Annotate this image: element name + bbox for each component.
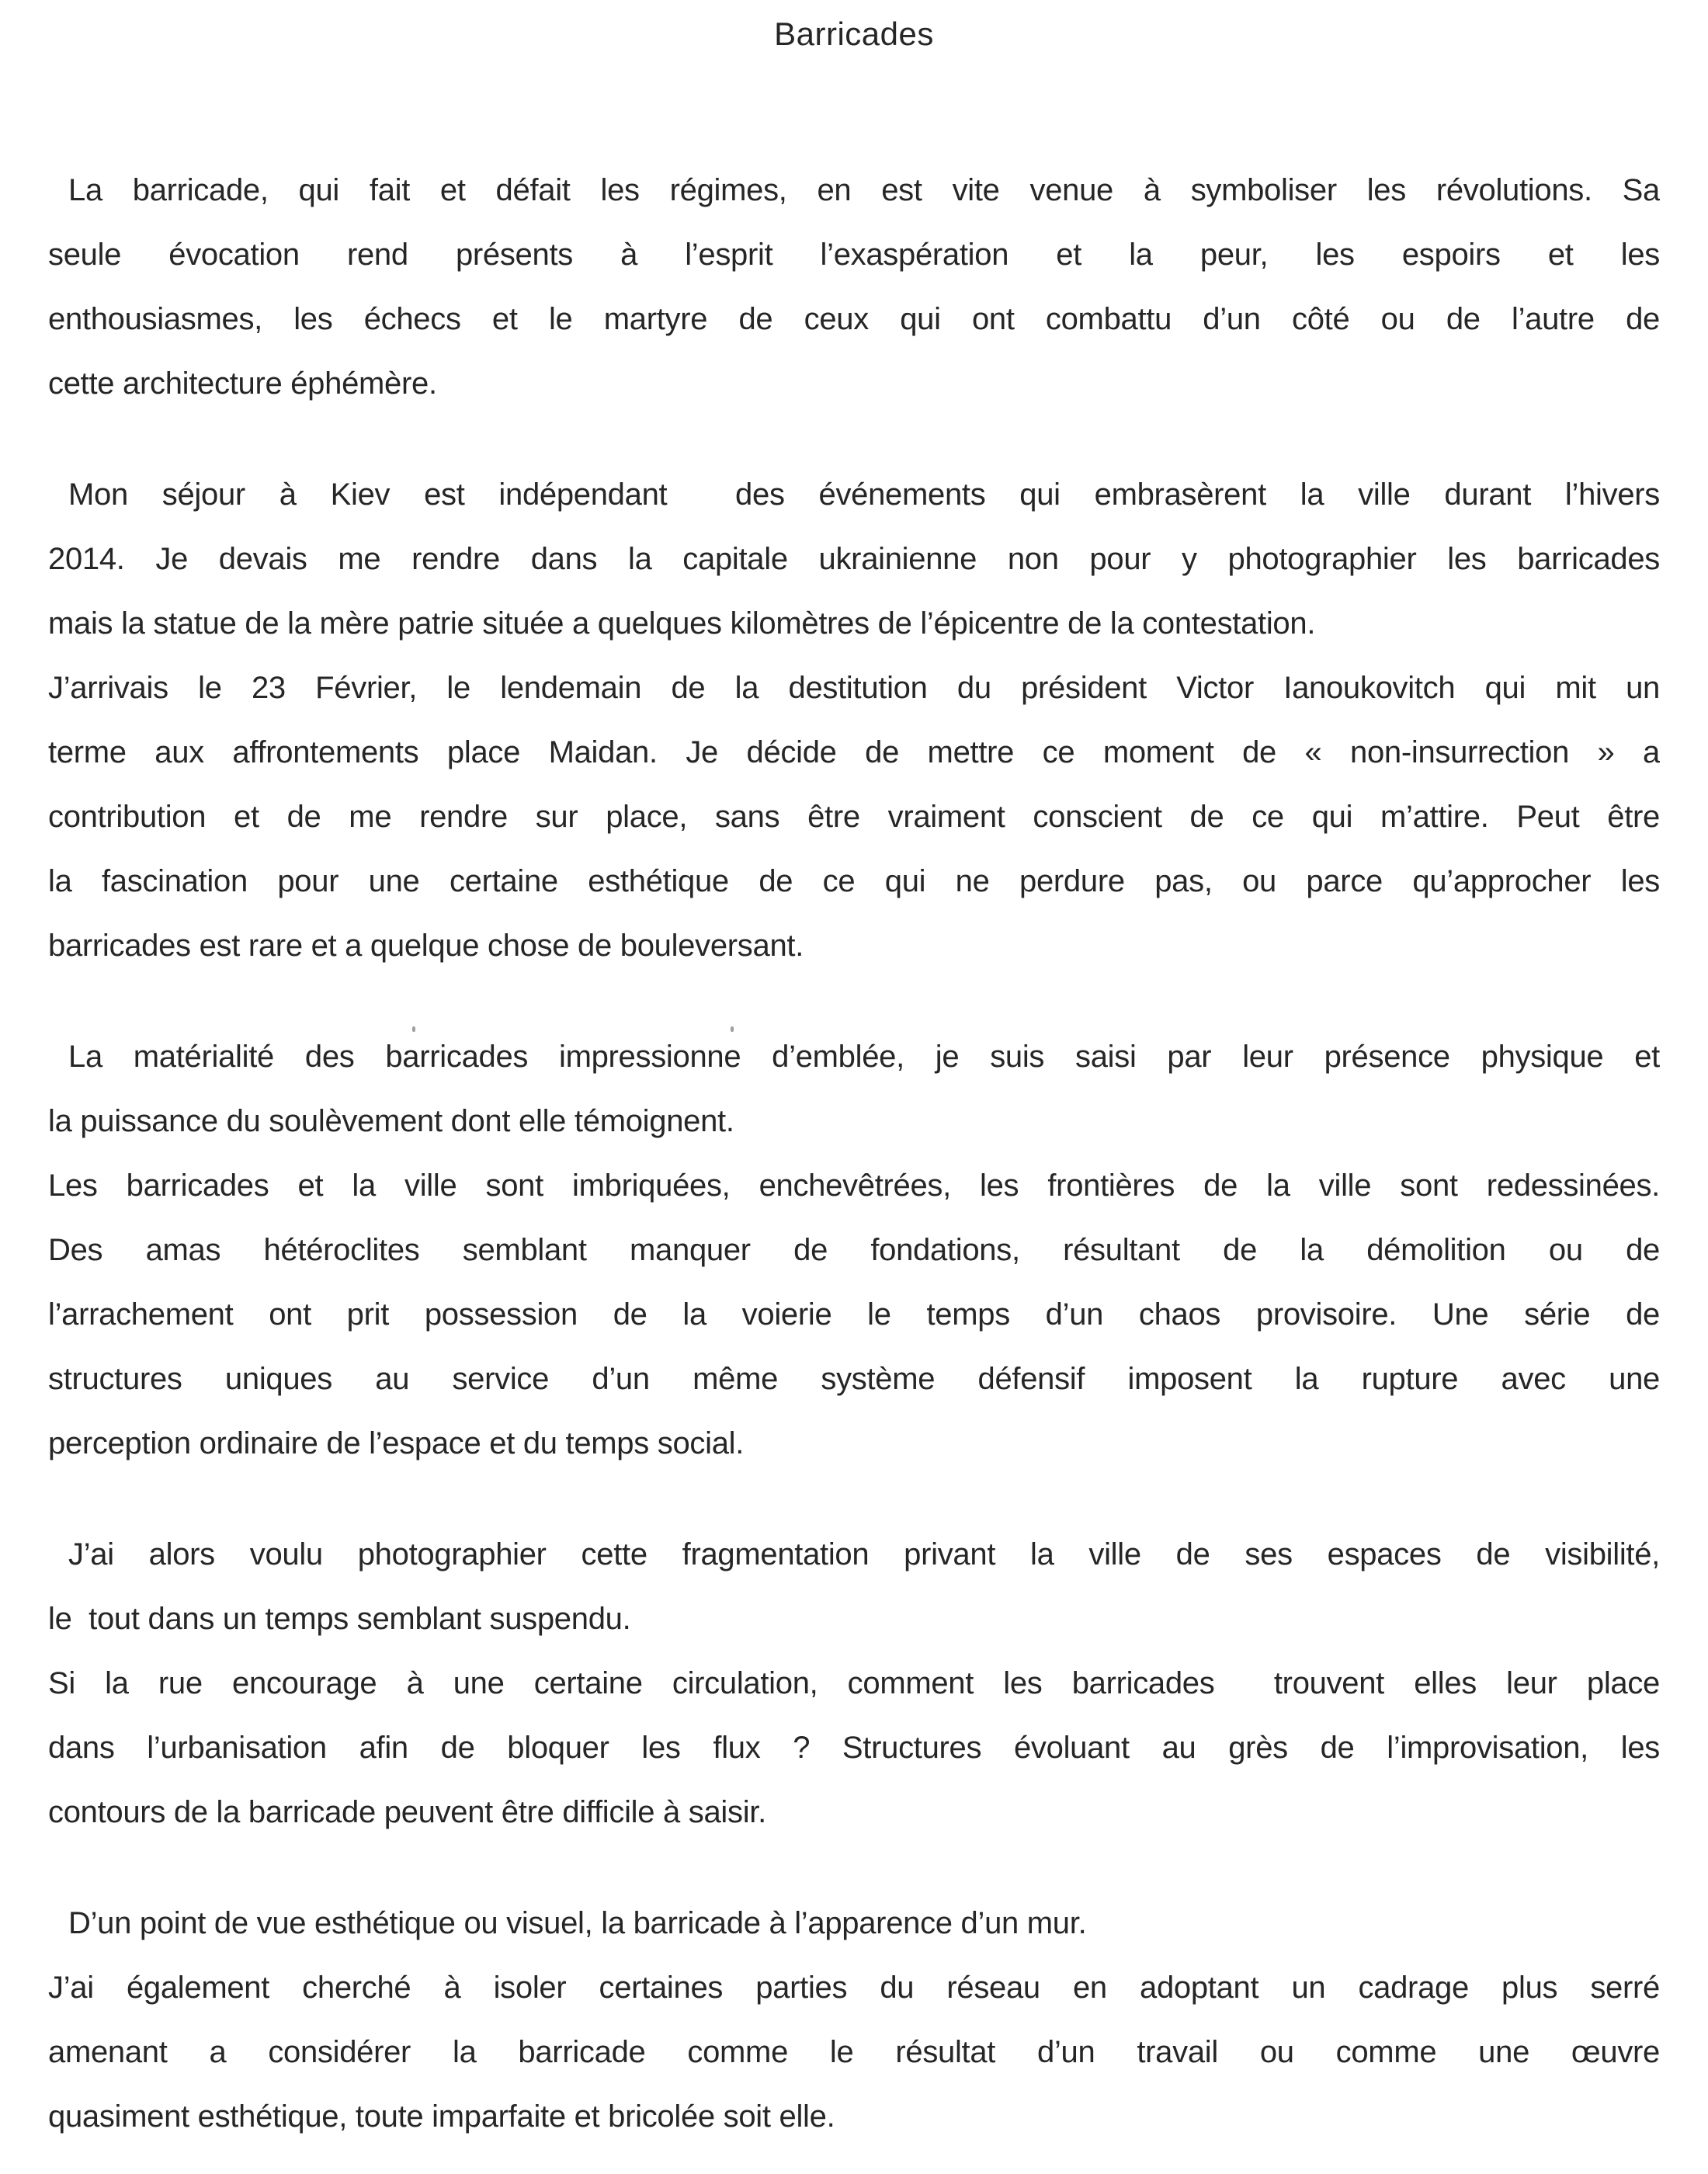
paragraph bbox=[48, 1891, 1660, 2149]
text-line: la fascination pour une certaine esthétique de ce qui ne perdure pas, ou parce qu’approcher les bbox=[48, 864, 1660, 898]
paragraph bbox=[48, 1523, 1660, 1845]
text-line: mais la statue de la mère patrie située a quelques kilomètres de l’épicentre de la contestation. bbox=[48, 606, 1316, 641]
paragraph bbox=[48, 158, 1660, 416]
text-line: contours de la barricade peuvent être difficile à saisir. bbox=[48, 1795, 766, 1829]
paragraph bbox=[48, 1025, 1660, 1476]
text-line: seule évocation rend présents à l’esprit l’exaspération et la peur, les espoirs et les bbox=[48, 238, 1660, 272]
ink-speck bbox=[731, 1026, 734, 1032]
ink-speck bbox=[412, 1026, 415, 1032]
text-line: structures uniques au service d’un même système défensif imposent la rupture avec une bbox=[48, 1362, 1660, 1396]
text-line: Des amas hétéroclites semblant manquer de fondations, résultant de la démolition ou de bbox=[48, 1233, 1660, 1267]
text-line: terme aux affrontements place Maidan. Je décide de mettre ce moment de « non-insurrection » a bbox=[48, 735, 1660, 769]
text-line: l’arrachement ont prit possession de la voierie le temps d’un chaos provisoire. Une série de bbox=[48, 1297, 1660, 1332]
paragraph bbox=[48, 463, 1660, 978]
text-line: Si la rue encourage à une certaine circulation, comment les barricades trouvent elles leur place bbox=[48, 1666, 1660, 1700]
text-line: la puissance du soulèvement dont elle témoignent. bbox=[48, 1104, 734, 1138]
text-line: enthousiasmes, les échecs et le martyre de ceux qui ont combattu d’un côté ou de l’autre de bbox=[48, 302, 1660, 336]
text-line: perception ordinaire de l’espace et du temps social. bbox=[48, 1426, 745, 1460]
text-line: La matérialité des barricades impressionne d’emblée, je suis saisi par leur présence physique et bbox=[68, 1040, 1660, 1074]
text-line: Mon séjour à Kiev est indépendant des événements qui embrasèrent la ville durant l’hivers bbox=[68, 478, 1660, 512]
text-line: J’ai également cherché à isoler certaines parties du réseau en adoptant un cadrage plus serré bbox=[48, 1971, 1660, 2005]
text-line: J’ai alors voulu photographier cette fragmentation privant la ville de ses espaces de visibilité, bbox=[68, 1537, 1660, 1571]
text-line: La barricade, qui fait et défait les régimes, en est vite venue à symboliser les révolutions. Sa bbox=[68, 173, 1660, 207]
text-line: dans l’urbanisation afin de bloquer les flux ? Structures évoluant au grès de l’improvisation, les bbox=[48, 1731, 1660, 1765]
text-line: barricades est rare et a quelque chose de bouleversant. bbox=[48, 929, 804, 963]
text-line: J’arrivais le 23 Février, le lendemain de la destitution du président Victor Ianoukovitch qui mit un bbox=[48, 671, 1660, 705]
document-title: Barricades bbox=[774, 16, 934, 52]
text-line: Les barricades et la ville sont imbriquées, enchevêtrées, les frontières de la ville sont redessinées. bbox=[48, 1169, 1660, 1203]
text-line: cette architecture éphémère. bbox=[48, 366, 437, 401]
text-line: quasiment esthétique, toute imparfaite et bricolée soit elle. bbox=[48, 2099, 835, 2134]
text-line: D’un point de vue esthétique ou visuel, la barricade à l’apparence d’un mur. bbox=[68, 1906, 1087, 1940]
text-line: amenant a considérer la barricade comme le résultat d’un travail ou comme une œuvre bbox=[48, 2035, 1660, 2069]
text-line: le tout dans un temps semblant suspendu. bbox=[48, 1602, 631, 1636]
document-body bbox=[48, 158, 1660, 2149]
text-line: contribution et de me rendre sur place, sans être vraiment conscient de ce qui m’attire. Peut être bbox=[48, 800, 1660, 834]
text-line: 2014. Je devais me rendre dans la capitale ukrainienne non pour y photographier les barricades bbox=[48, 542, 1660, 576]
